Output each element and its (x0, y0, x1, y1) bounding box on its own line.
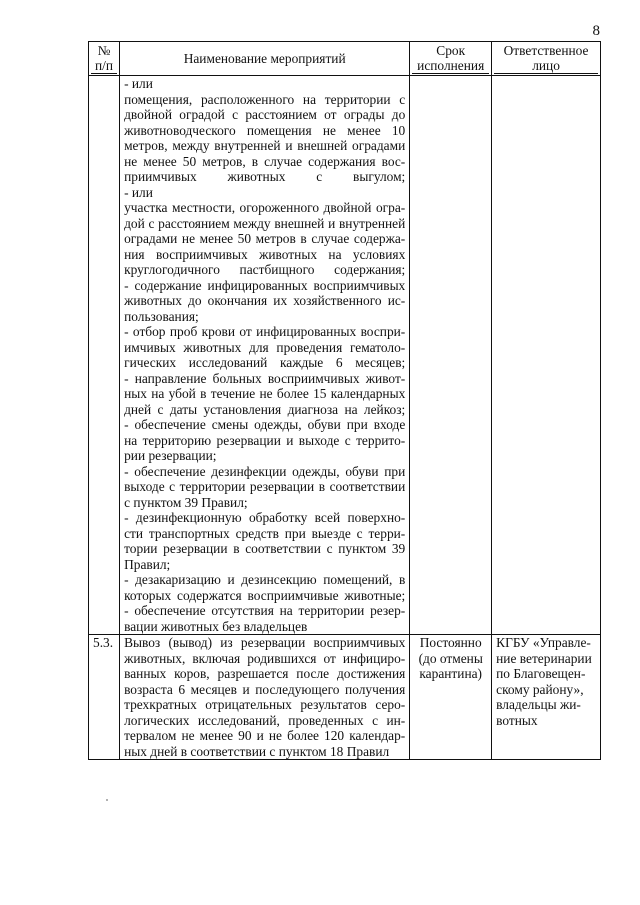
header-activities-label: Наименование мероприятий (183, 51, 346, 66)
header-responsible-line1: Ответственное (503, 43, 589, 58)
table-row (89, 76, 601, 635)
activity-text-line: дой с расстоянием между внешней и внутренней (124, 215, 406, 231)
activity-text-line: животных до окончания их хозяйственного ис- (124, 293, 406, 308)
activity-text-line: тервалом не менее 90 и не более 120 календар- (124, 728, 406, 743)
activity-text-line: метров, между внутренней и внешней оградами (124, 138, 406, 153)
header-responsible (492, 42, 601, 76)
activity-text-line: - обеспечение отсутствия на территории резер- (124, 603, 406, 618)
activity-text-line: - или (124, 184, 153, 200)
activity-text-line: ния восприимчивых животных на условиях (124, 246, 406, 262)
header-num-line1: № (97, 43, 111, 58)
activity-text-line: участка местности, огороженного двойной огра- (124, 200, 406, 215)
activity-text-line: ных на убой в течение не более 15 календарных (124, 386, 406, 401)
activity-text-line: - обеспечение смены одежды, обуви при входе (124, 417, 406, 432)
activity-text-line: трехкратных отрицательных результатов серо- (124, 697, 406, 712)
activity-text-line: возраста 6 месяцев и последующего получения (124, 681, 406, 697)
activity-text-line: приимчивых животных с выгулом; (124, 169, 406, 184)
responsible-text-line: владельцы жи- (496, 697, 581, 712)
activity-text-line: ванных коров, разрешается после достижения (124, 666, 406, 681)
table-header-row (89, 42, 601, 76)
activity-text-line: - отбор проб крови от инфицированных воспри- (124, 324, 406, 339)
row-activities-cell (120, 76, 410, 635)
responsible-text-line: по Благовещен- (496, 666, 586, 681)
responsible-text-line: скому району», (496, 681, 584, 697)
row-number-cell: 5.3. (89, 635, 120, 760)
header-term-line2: исполнения (412, 58, 489, 74)
header-activities (120, 42, 410, 76)
activity-text-line: - обеспечение дезинфекции одежды, обуви при (124, 463, 406, 479)
activity-text-line: животных, включая родившихся от инфициро- (124, 650, 406, 666)
header-num (89, 42, 120, 76)
activity-text-line: вации животных без владельцев (124, 618, 308, 634)
page-number: 8 (592, 23, 600, 39)
term-text-line: (до отмены (418, 650, 483, 666)
activity-text-line: сти транспортных средств при выезде с терри- (124, 525, 406, 541)
activity-text-line: не менее 50 метров, в случае содержания вос- (124, 153, 406, 169)
activity-text-line: выходе с территории резервации в соответствии (124, 479, 406, 494)
activity-text-line: двойной оградой с расстоянием от ограды до (124, 107, 406, 122)
activity-text-line: которых содержатся восприимчивые животные; (124, 587, 406, 603)
header-responsible-line2: лицо (494, 58, 598, 74)
activities-table (88, 41, 601, 760)
row-responsible-cell (492, 635, 601, 760)
row-number-cell (89, 76, 120, 635)
row-term-cell (410, 76, 492, 635)
term-text-line: Постоянно (419, 635, 482, 650)
header-term-line1: Срок (436, 43, 466, 58)
activity-text-line: на территорию резервации и выходе с террито- (124, 432, 406, 448)
activity-text-line: имчивых животных для проведения гематоло- (124, 339, 406, 355)
activity-text-line: Правил; (124, 556, 171, 572)
activity-text-line: помещения, расположенного на территории с (124, 91, 406, 107)
activity-text-line: тории резервации в соответствии с пунктом 39 (124, 541, 406, 556)
responsible-text-line: КГБУ «Управле- (496, 635, 591, 650)
header-num-line2: п/п (91, 58, 117, 74)
activity-text-line: - содержание инфицированных восприимчивых (124, 277, 406, 293)
header-term (410, 42, 492, 76)
activity-text-line: - или (124, 76, 153, 91)
activity-text-line: ных дней в соответствии с пунктом 18 Правил (124, 743, 390, 759)
table-row (89, 635, 601, 760)
activity-text-line: - дезакаризацию и дезинсекцию помещений, в (124, 572, 406, 587)
activity-text-line: круглогодичного пастбищного содержания; (124, 262, 406, 277)
activity-text-line: рии резервации; (124, 448, 217, 463)
activity-text-line: логических исследований, проведенных с ин- (124, 712, 406, 728)
activity-text-line: дней с даты установления диагноза на лейкоз; (124, 401, 406, 417)
activity-text-line: - дезинфекционную обработку всей поверхно- (124, 510, 406, 525)
activity-text-line: - направление больных восприимчивых живот- (124, 370, 406, 386)
row-activities-cell (120, 635, 410, 760)
activity-text-line: гических исследований каждые 6 месяцев; (124, 355, 406, 370)
row-term-cell (410, 635, 492, 760)
term-text-line: карантина) (419, 666, 483, 681)
row-responsible-cell (492, 76, 601, 635)
scan-artifact (106, 799, 108, 801)
responsible-text-line: вотных (496, 712, 538, 728)
activity-text-line: Вывоз (вывод) из резервации восприимчивых (124, 635, 406, 650)
responsible-text-line: ние ветеринарии (496, 650, 592, 666)
activity-text-line: пользования; (124, 308, 199, 324)
activity-text-line: оградами не менее 50 метров в случае содержа- (124, 231, 406, 246)
activity-text-line: с пунктом 39 Правил; (124, 494, 248, 510)
activity-text-line: животноводческого помещения не менее 10 (124, 122, 406, 138)
